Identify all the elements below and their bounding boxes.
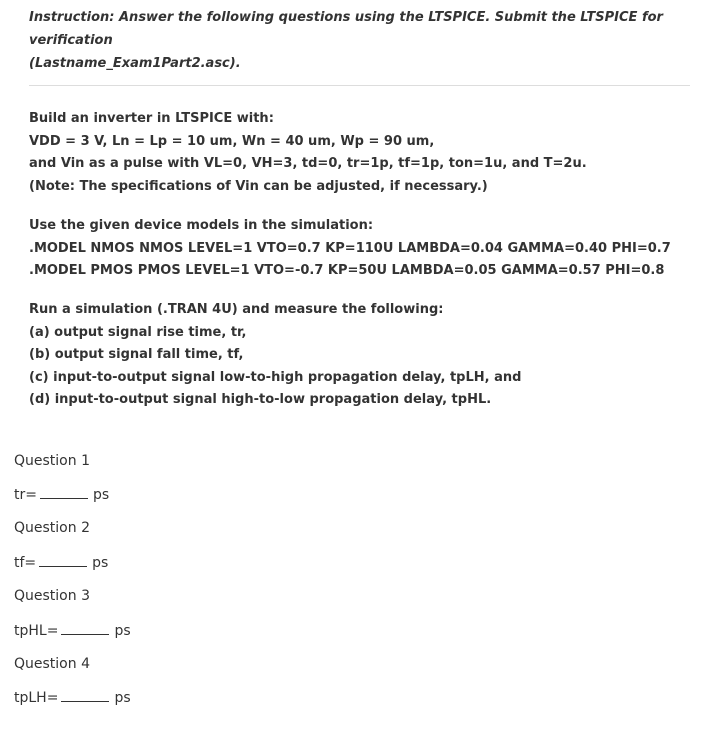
question-4-unit: ps: [114, 690, 131, 706]
instruction-line-2: (Lastname_Exam1Part2.asc).: [29, 56, 241, 71]
instruction-text: [29, 6, 694, 75]
question-3-blank[interactable]: [61, 622, 109, 635]
question-3-label: tpHL=: [14, 623, 59, 639]
question-2-blank[interactable]: [39, 554, 87, 567]
question-4-label: tpLH=: [14, 690, 59, 706]
device-models: [29, 215, 699, 283]
instruction-line-1: Instruction: Answer the following questions using the LTSPICE. Submit the LTSPICE for verification: [29, 10, 663, 48]
question-3-unit: ps: [114, 623, 131, 639]
run-line-5: (d) input-to-output signal high-to-low propagation delay, tpHL.: [29, 392, 492, 407]
question-4-title: Question 4: [14, 656, 90, 672]
question-4-blank[interactable]: [61, 689, 109, 702]
models-line-2: .MODEL NMOS NMOS LEVEL=1 VTO=0.7 KP=110U LAMBDA=0.04 GAMMA=0.40 PHI=0.7: [29, 240, 671, 256]
build-line-2: VDD = 3 V, Ln = Lp = 10 um, Wn = 40 um, Wp = 90 um,: [29, 133, 435, 149]
question-2-unit: ps: [92, 555, 109, 571]
question-1-answer: [14, 485, 109, 505]
question-1-label: tr=: [14, 487, 37, 503]
question-3-title: Question 3: [14, 588, 90, 604]
question-1-unit: ps: [92, 487, 110, 503]
models-line-3: .MODEL PMOS PMOS LEVEL=1 VTO=-0.7 KP=50U LAMBDA=0.05 GAMMA=0.57 PHI=0.8: [29, 263, 665, 278]
models-line-1: Use the given device models in the simulation:: [29, 218, 374, 233]
question-2-title: Question 2: [14, 520, 90, 536]
run-line-4: (c) input-to-output signal low-to-high propagation delay, tpLH, and: [29, 369, 522, 385]
section-divider: [29, 85, 690, 86]
build-instructions: [29, 108, 699, 198]
simulation-tasks: [29, 299, 699, 412]
run-line-3: (b) output signal fall time, tf,: [29, 347, 244, 362]
question-2-answer: [14, 553, 108, 573]
run-line-1: Run a simulation (.TRAN 4U) and measure the following:: [29, 302, 444, 317]
question-1-blank[interactable]: [40, 486, 88, 499]
build-line-3: and Vin as a pulse with VL=0, VH=3, td=0, tr=1p, tf=1p, ton=1u, and T=2u.: [29, 156, 587, 171]
question-4-answer: [14, 688, 131, 708]
build-line-4: (Note: The specifications of Vin can be adjusted, if necessary.): [29, 178, 488, 194]
question-1-title: Question 1: [14, 453, 90, 469]
question-2-label: tf=: [14, 555, 37, 571]
build-line-1: Build an inverter in LTSPICE with:: [29, 111, 274, 126]
question-3-answer: [14, 621, 131, 641]
run-line-2: (a) output signal rise time, tr,: [29, 324, 247, 340]
